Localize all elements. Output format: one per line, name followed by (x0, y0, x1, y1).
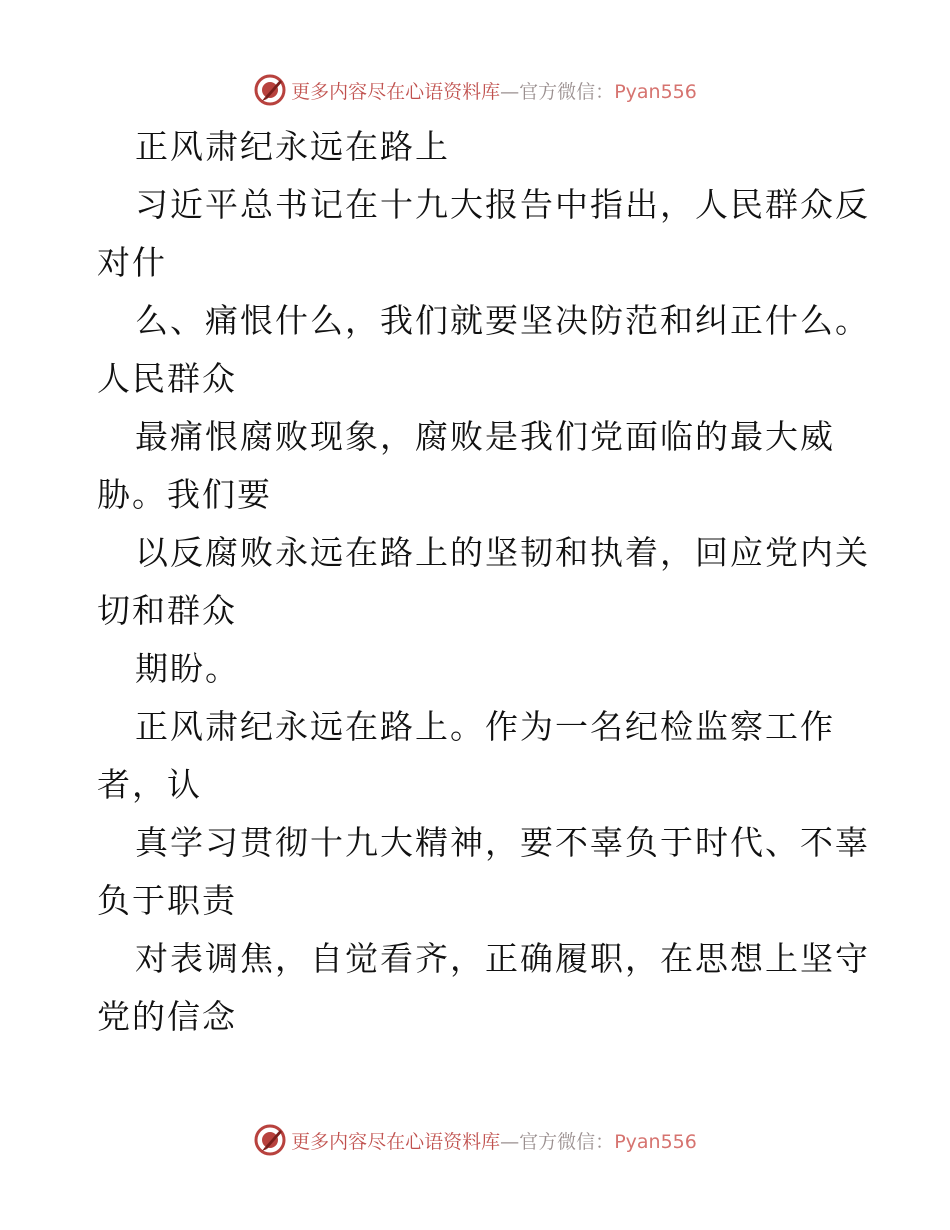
text-line: 以反腐败永远在路上的坚韧和执着，回应党内关 (135, 533, 870, 572)
watermark-wechat-id: Pyan556 (614, 1130, 697, 1153)
watermark-wechat-id: Pyan556 (614, 80, 697, 103)
text-line: 负于职责 (97, 881, 237, 920)
pen-logo-icon (253, 1123, 287, 1157)
watermark-brand: 更多内容尽在心语资料库 (291, 1130, 501, 1153)
text-line: 党的信念 (97, 997, 237, 1036)
text-line: 正风肃纪永远在路上 (135, 127, 450, 166)
text-line: 真学习贯彻十九大精神，要不辜负于时代、不辜 (135, 823, 870, 862)
header-watermark (0, 70, 950, 110)
footer-watermark (0, 1120, 950, 1160)
text-line: 人民群众 (97, 359, 237, 398)
text-line: 胁。我们要 (97, 475, 272, 514)
watermark-brand: 更多内容尽在心语资料库 (291, 80, 501, 103)
watermark-label: 官方微信： (519, 1130, 615, 1153)
text-line: 期盼。 (135, 649, 240, 688)
text-line: 正风肃纪永远在路上。作为一名纪检监察工作 (135, 707, 835, 746)
text-line: 么、痛恨什么，我们就要坚决防范和纠正什么。 (135, 301, 870, 340)
text-line: 习近平总书记在十九大报告中指出，人民群众反 (135, 185, 870, 224)
watermark-dash: — (500, 1130, 520, 1153)
text-line: 最痛恨腐败现象，腐败是我们党面临的最大威 (135, 417, 835, 456)
watermark-text (291, 1127, 697, 1154)
text-line: 对什 (97, 243, 167, 282)
watermark-text (291, 77, 697, 104)
document-body (97, 118, 870, 1046)
text-line: 切和群众 (97, 591, 237, 630)
pen-logo-icon (253, 73, 287, 107)
watermark-dash: — (500, 80, 520, 103)
watermark-group (253, 73, 697, 107)
text-line: 者，认 (97, 765, 202, 804)
text-line: 对表调焦，自觉看齐，正确履职，在思想上坚守 (135, 939, 870, 978)
watermark-label: 官方微信： (519, 80, 615, 103)
watermark-group (253, 1123, 697, 1157)
